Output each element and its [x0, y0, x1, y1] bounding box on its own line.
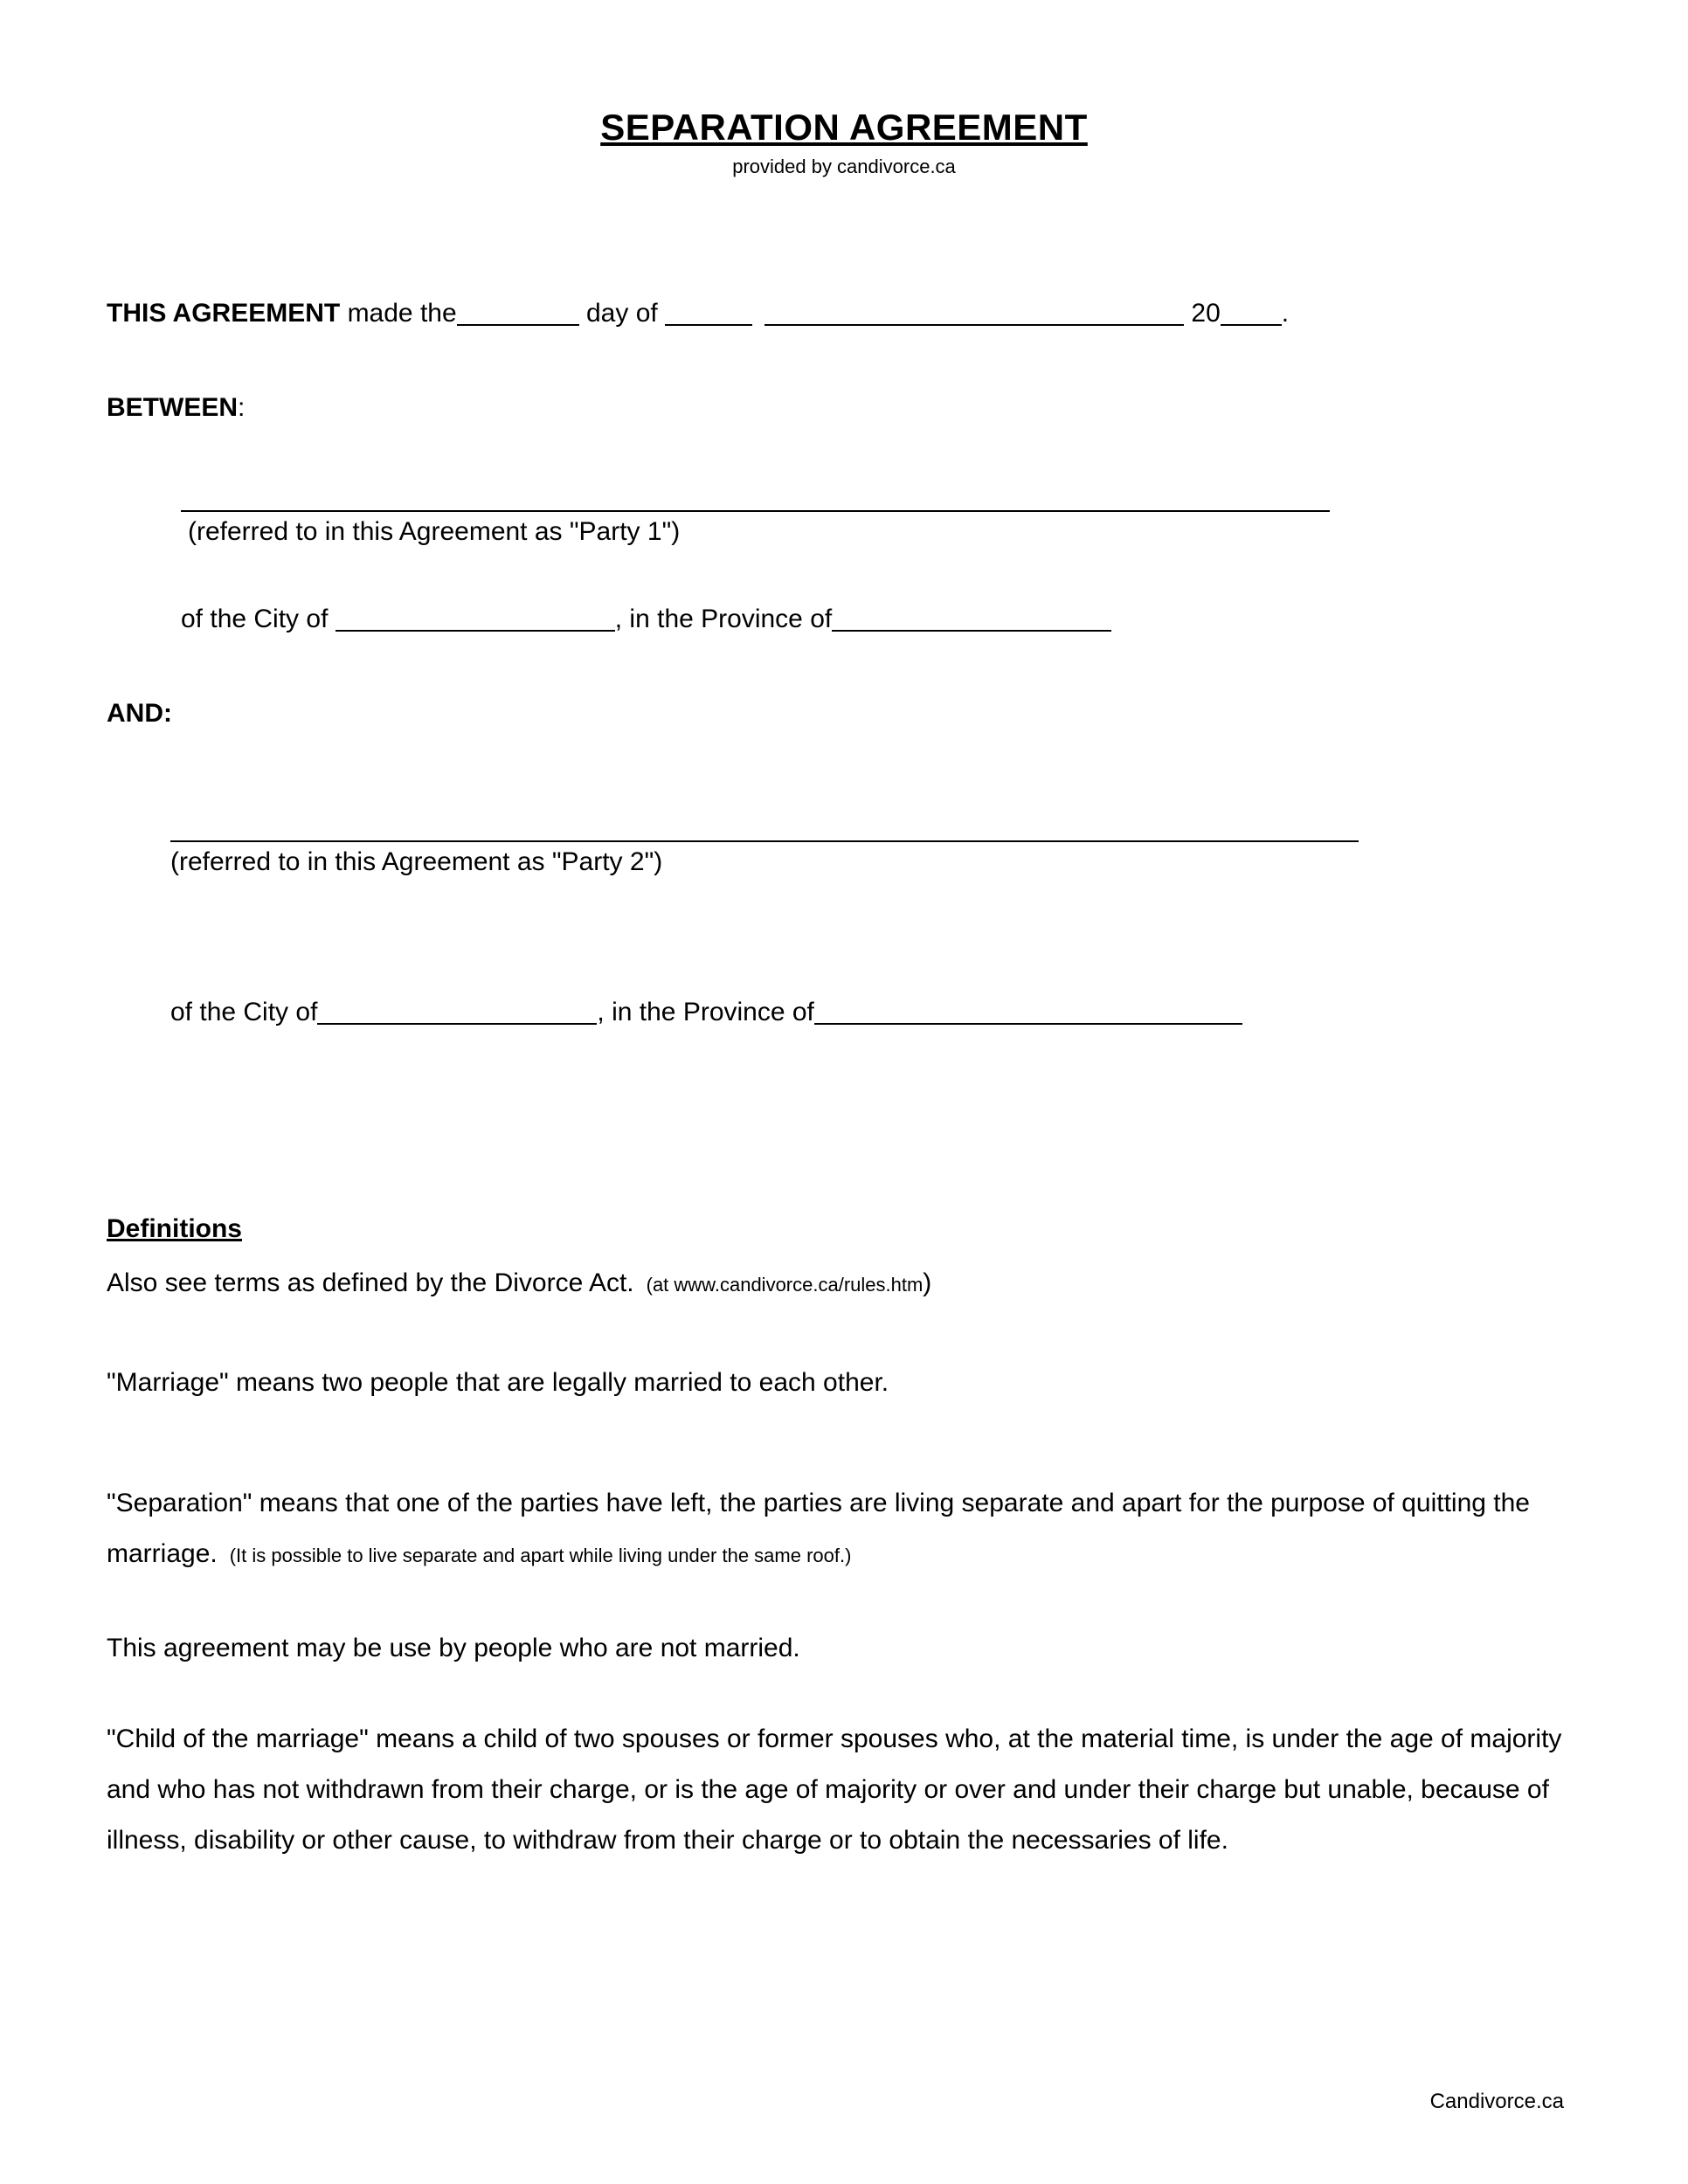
agreement-made-the: made the — [340, 299, 457, 328]
marriage-definition: "Marriage" means two people that are legally married to each other. — [107, 1368, 889, 1397]
party1-province-prefix: , in the Province of — [614, 605, 833, 633]
party1-city-province-line — [181, 605, 1111, 634]
day-blank — [457, 324, 579, 326]
document-title: SEPARATION AGREEMENT — [600, 107, 1088, 148]
rules-url-note: (at www.candivorce.ca/rules.htm — [646, 1274, 924, 1296]
party2-city-province-line — [170, 998, 1242, 1027]
party2-name-line — [170, 840, 1359, 842]
and-label: AND: — [107, 699, 172, 728]
also-see-text: Also see terms as defined by the Divorce Act. — [107, 1268, 634, 1297]
agreement-period: . — [1281, 299, 1290, 328]
agreement-lead: THIS AGREEMENT — [107, 299, 341, 328]
separation-definition — [107, 1478, 1592, 1581]
footer-brand: Candivorce.ca — [1429, 2090, 1564, 2113]
child-of-marriage-definition: "Child of the marriage" means a child of two spouses or former spouses who, at the material time, is under the age of majority and who has not withdrawn from their charge, or is the age of majority or over and under their charge but unable, because of illness, disability or other cause, to withdraw from their charge or to obtain the necessaries of life. — [107, 1724, 1562, 1855]
definitions-heading — [107, 1214, 242, 1244]
agreement-date-line — [107, 299, 1289, 328]
party1-reference: (referred to in this Agreement as "Party 1") — [188, 517, 681, 546]
agreement-day-of: day of — [578, 299, 666, 328]
rules-url-close-paren: ) — [923, 1268, 932, 1297]
agreement-year-prefix: 20 — [1184, 299, 1221, 328]
party1-province-blank — [832, 630, 1111, 632]
definitions-heading-text: Definitions — [107, 1214, 242, 1243]
party2-reference: (referred to in this Agreement as "Party 2") — [170, 847, 663, 876]
party2-province-prefix: , in the Province of — [597, 998, 814, 1026]
month-long-blank — [764, 324, 1184, 326]
same-roof-note: (It is possible to live separate and apart while living under the same roof.) — [229, 1545, 852, 1566]
party2-city-blank — [317, 1023, 597, 1025]
separation-definition-text: "Separation" means that one of the parties have left, the parties are living separate and apart for the purpose of quitting the marriage. — [107, 1489, 1530, 1568]
party1-city-blank — [336, 630, 615, 632]
party2-province-blank — [814, 1023, 1242, 1025]
party1-city-prefix: of the City of — [181, 605, 336, 633]
party2-city-prefix: of the City of — [170, 998, 318, 1026]
year-blank — [1221, 324, 1282, 326]
month-short-blank — [665, 324, 752, 326]
party1-name-line — [181, 510, 1330, 512]
between-word: BETWEEN — [107, 393, 238, 422]
divorce-act-note-line — [107, 1268, 931, 1298]
between-colon: : — [238, 393, 246, 422]
document-subtitle: provided by candivorce.ca — [732, 156, 956, 177]
unmarried-note: This agreement may be use by people who are not married. — [107, 1634, 800, 1662]
between-label — [107, 393, 245, 423]
